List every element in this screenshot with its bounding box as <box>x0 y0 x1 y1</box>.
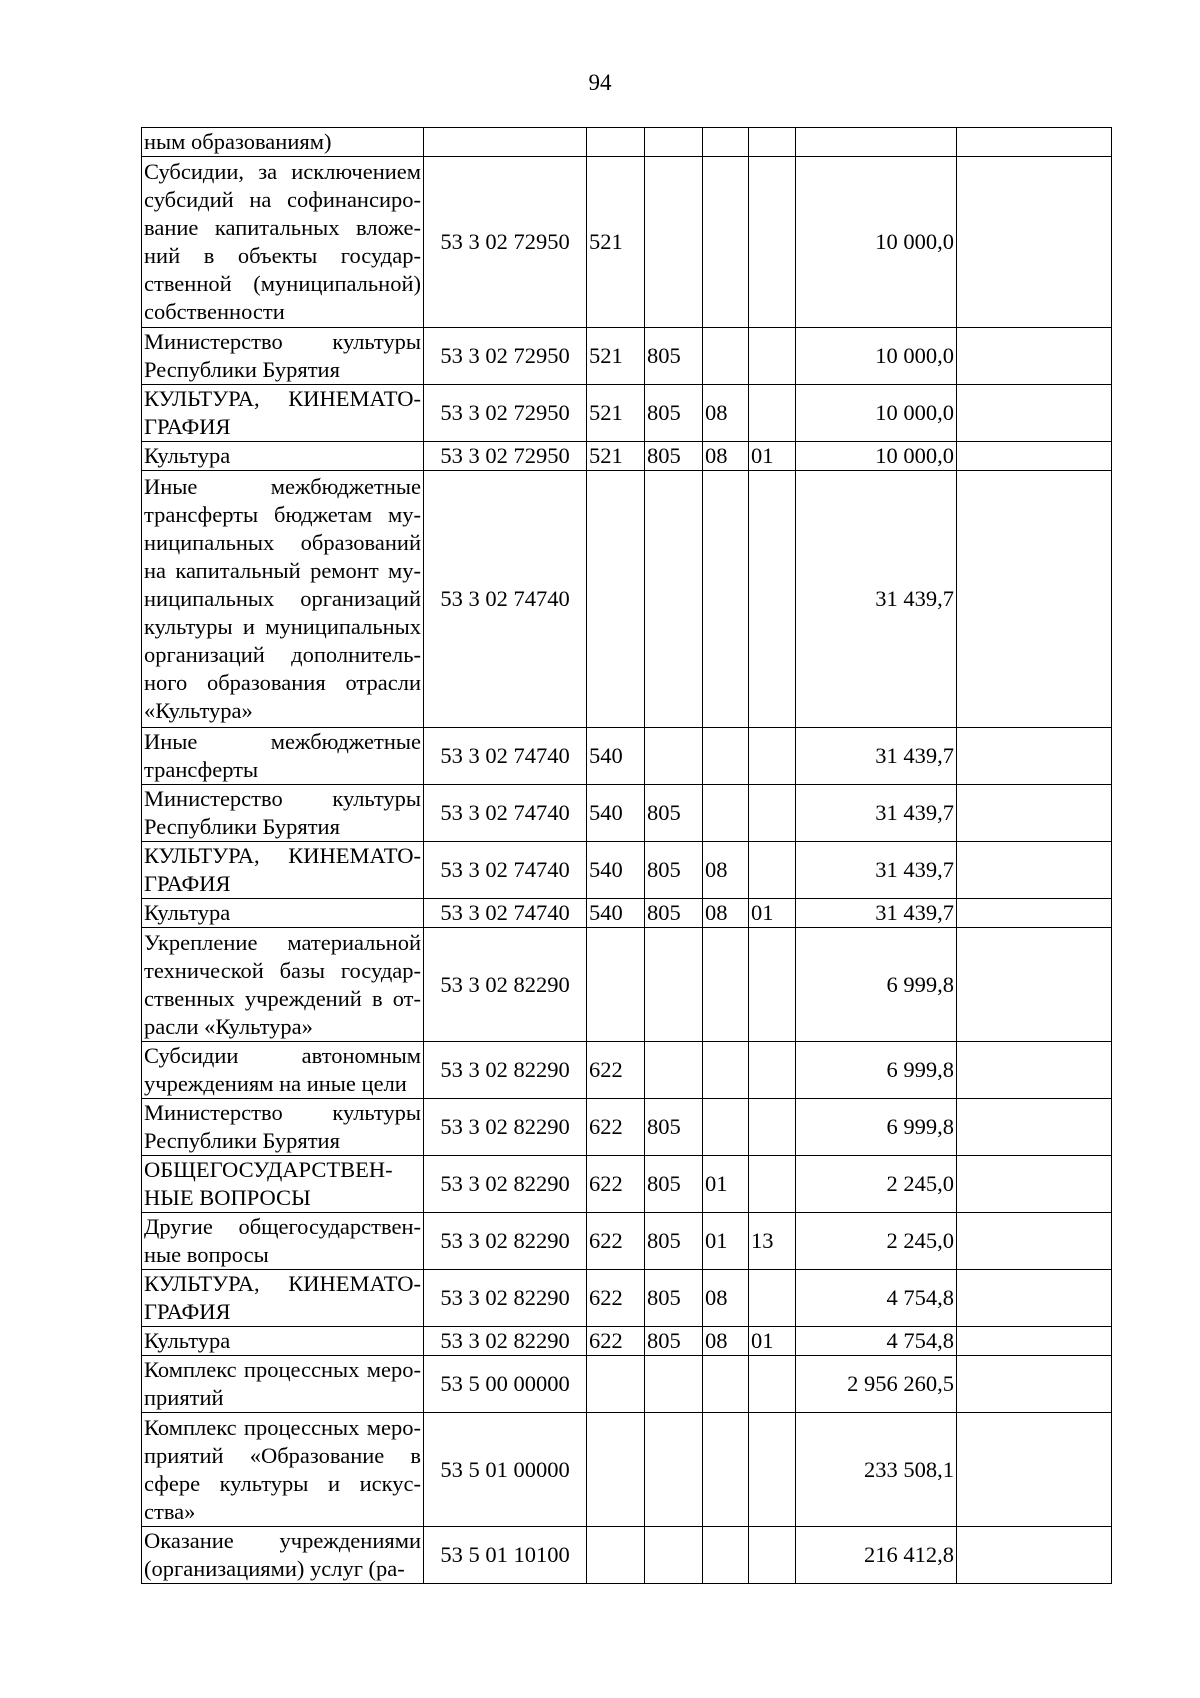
amount-value <box>796 128 957 157</box>
ministry-code: 805 <box>645 1270 703 1327</box>
section-code <box>703 471 749 728</box>
ministry-code <box>645 128 703 157</box>
amount-value: 2 245,0 <box>796 1213 957 1270</box>
expense-type-code: 540 <box>587 899 645 928</box>
table-row <box>142 385 1112 442</box>
table-row <box>142 785 1112 842</box>
table-row <box>142 1527 1112 1584</box>
amount-value: 31 439,7 <box>796 899 957 928</box>
subsection-code <box>749 1413 796 1527</box>
budget-table <box>141 127 1112 1584</box>
row-name: КУЛЬТУРА, КИНЕМАТО-ГРАФИЯ <box>142 1270 424 1327</box>
subsection-code <box>749 842 796 899</box>
blank-cell <box>957 899 1112 928</box>
amount-value: 10 000,0 <box>796 385 957 442</box>
ministry-code <box>645 728 703 785</box>
row-name: ОБЩЕГОСУДАРСТВЕН-НЫЕ ВОПРОСЫ <box>142 1156 424 1213</box>
subsection-code <box>749 385 796 442</box>
target-article-code: 53 5 01 10100 <box>424 1527 587 1584</box>
subsection-code <box>749 157 796 328</box>
target-article-code: 53 5 00 00000 <box>424 1356 587 1413</box>
target-article-code: 53 3 02 74740 <box>424 785 587 842</box>
section-code: 08 <box>703 842 749 899</box>
amount-value: 10 000,0 <box>796 442 957 471</box>
ministry-code: 805 <box>645 442 703 471</box>
blank-cell <box>957 1413 1112 1527</box>
expense-type-code: 540 <box>587 785 645 842</box>
ministry-code: 805 <box>645 328 703 385</box>
ministry-code <box>645 471 703 728</box>
expense-type-code: 622 <box>587 1099 645 1156</box>
amount-value: 216 412,8 <box>796 1527 957 1584</box>
row-name: Другие общегосударствен-ные вопросы <box>142 1213 424 1270</box>
section-code <box>703 1042 749 1099</box>
expense-type-code <box>587 471 645 728</box>
blank-cell <box>957 728 1112 785</box>
section-code <box>703 1527 749 1584</box>
section-code <box>703 785 749 842</box>
expense-type-code: 521 <box>587 442 645 471</box>
target-article-code: 53 3 02 82290 <box>424 1156 587 1213</box>
row-name: ным образованиям) <box>142 128 424 157</box>
expense-type-code <box>587 1413 645 1527</box>
subsection-code <box>749 928 796 1042</box>
ministry-code <box>645 1042 703 1099</box>
target-article-code: 53 3 02 82290 <box>424 1327 587 1356</box>
amount-value: 6 999,8 <box>796 928 957 1042</box>
row-name: КУЛЬТУРА, КИНЕМАТО-ГРАФИЯ <box>142 385 424 442</box>
blank-cell <box>957 785 1112 842</box>
subsection-code <box>749 1042 796 1099</box>
table-row <box>142 1213 1112 1270</box>
subsection-code <box>749 1156 796 1213</box>
expense-type-code <box>587 1356 645 1413</box>
section-code: 08 <box>703 899 749 928</box>
ministry-code: 805 <box>645 899 703 928</box>
subsection-code <box>749 1356 796 1413</box>
blank-cell <box>957 157 1112 328</box>
section-code: 01 <box>703 1156 749 1213</box>
table-row <box>142 1156 1112 1213</box>
subsection-code: 01 <box>749 442 796 471</box>
target-article-code: 53 3 02 72950 <box>424 157 587 328</box>
row-name: Комплекс процессных меро-приятий «Образование в сфере культуры и искус-ства» <box>142 1413 424 1527</box>
expense-type-code: 540 <box>587 842 645 899</box>
section-code: 08 <box>703 385 749 442</box>
ministry-code <box>645 157 703 328</box>
row-name: Иные межбюджетные трансферты <box>142 728 424 785</box>
target-article-code: 53 3 02 82290 <box>424 1042 587 1099</box>
subsection-code <box>749 785 796 842</box>
blank-cell <box>957 1042 1112 1099</box>
table-row <box>142 471 1112 728</box>
section-code: 08 <box>703 1270 749 1327</box>
row-name: Иные межбюджетные трансферты бюджетам му-ниципальных образований на капитальный ремонт му-ниципальных организаций культуры и муниципальных организаций дополнитель-ного образования отрасли «Культура» <box>142 471 424 728</box>
blank-cell <box>957 1099 1112 1156</box>
row-name: Культура <box>142 442 424 471</box>
blank-cell <box>957 385 1112 442</box>
subsection-code <box>749 1527 796 1584</box>
table-row <box>142 128 1112 157</box>
expense-type-code: 521 <box>587 157 645 328</box>
blank-cell <box>957 1156 1112 1213</box>
target-article-code: 53 3 02 74740 <box>424 842 587 899</box>
amount-value: 31 439,7 <box>796 842 957 899</box>
row-name: Субсидии, за исключением субсидий на софинансиро-вание капитальных вложе-ний в объекты государ-ственной (муниципальной) собственности <box>142 157 424 328</box>
table-row <box>142 442 1112 471</box>
target-article-code: 53 3 02 74740 <box>424 471 587 728</box>
row-name: Культура <box>142 899 424 928</box>
blank-cell <box>957 928 1112 1042</box>
table-row <box>142 728 1112 785</box>
blank-cell <box>957 842 1112 899</box>
section-code: 08 <box>703 1327 749 1356</box>
blank-cell <box>957 1270 1112 1327</box>
blank-cell <box>957 1356 1112 1413</box>
subsection-code <box>749 1099 796 1156</box>
expense-type-code: 540 <box>587 728 645 785</box>
amount-value: 31 439,7 <box>796 728 957 785</box>
amount-value: 4 754,8 <box>796 1327 957 1356</box>
ministry-code: 805 <box>645 385 703 442</box>
expense-type-code: 521 <box>587 328 645 385</box>
amount-value: 31 439,7 <box>796 471 957 728</box>
row-name: Оказание учреждениями (организациями) услуг (ра- <box>142 1527 424 1584</box>
expense-type-code: 622 <box>587 1327 645 1356</box>
section-code <box>703 328 749 385</box>
row-name: Субсидии автономным учреждениям на иные цели <box>142 1042 424 1099</box>
blank-cell <box>957 1527 1112 1584</box>
page-number: 94 <box>588 70 612 95</box>
section-code <box>703 1413 749 1527</box>
ministry-code: 805 <box>645 842 703 899</box>
table-row <box>142 928 1112 1042</box>
expense-type-code <box>587 1527 645 1584</box>
ministry-code <box>645 1527 703 1584</box>
target-article-code: 53 5 01 00000 <box>424 1413 587 1527</box>
table-row <box>142 899 1112 928</box>
ministry-code: 805 <box>645 1327 703 1356</box>
section-code: 08 <box>703 442 749 471</box>
ministry-code <box>645 1413 703 1527</box>
ministry-code <box>645 1356 703 1413</box>
ministry-code: 805 <box>645 1213 703 1270</box>
expense-type-code: 521 <box>587 385 645 442</box>
section-code <box>703 157 749 328</box>
target-article-code: 53 3 02 82290 <box>424 1270 587 1327</box>
expense-type-code <box>587 128 645 157</box>
blank-cell <box>957 1213 1112 1270</box>
row-name: Укрепление материальной технической базы государ-ственных учреждений в от-расли «Культура» <box>142 928 424 1042</box>
ministry-code <box>645 928 703 1042</box>
target-article-code: 53 3 02 72950 <box>424 328 587 385</box>
expense-type-code: 622 <box>587 1156 645 1213</box>
row-name: Министерство культуры Республики Бурятия <box>142 328 424 385</box>
expense-type-code: 622 <box>587 1042 645 1099</box>
table-row <box>142 328 1112 385</box>
amount-value: 4 754,8 <box>796 1270 957 1327</box>
expense-type-code: 622 <box>587 1270 645 1327</box>
section-code <box>703 728 749 785</box>
target-article-code: 53 3 02 82290 <box>424 1213 587 1270</box>
subsection-code <box>749 1270 796 1327</box>
subsection-code: 13 <box>749 1213 796 1270</box>
row-name: Комплекс процессных меро-приятий <box>142 1356 424 1413</box>
table-row <box>142 1327 1112 1356</box>
table-row <box>142 842 1112 899</box>
amount-value: 233 508,1 <box>796 1413 957 1527</box>
amount-value: 6 999,8 <box>796 1042 957 1099</box>
table-row <box>142 1042 1112 1099</box>
row-name: Культура <box>142 1327 424 1356</box>
section-code <box>703 1356 749 1413</box>
ministry-code: 805 <box>645 1099 703 1156</box>
subsection-code <box>749 128 796 157</box>
table-row <box>142 1356 1112 1413</box>
blank-cell <box>957 128 1112 157</box>
blank-cell <box>957 471 1112 728</box>
target-article-code: 53 3 02 72950 <box>424 442 587 471</box>
expense-type-code <box>587 928 645 1042</box>
section-code: 01 <box>703 1213 749 1270</box>
ministry-code: 805 <box>645 785 703 842</box>
row-name: Министерство культуры Республики Бурятия <box>142 1099 424 1156</box>
subsection-code <box>749 728 796 785</box>
table-row <box>142 1270 1112 1327</box>
blank-cell <box>957 442 1112 471</box>
blank-cell <box>957 328 1112 385</box>
target-article-code <box>424 128 587 157</box>
section-code <box>703 1099 749 1156</box>
table-row <box>142 1413 1112 1527</box>
subsection-code <box>749 328 796 385</box>
section-code <box>703 128 749 157</box>
target-article-code: 53 3 02 82290 <box>424 1099 587 1156</box>
target-article-code: 53 3 02 74740 <box>424 728 587 785</box>
row-name: Министерство культуры Республики Бурятия <box>142 785 424 842</box>
table-body <box>142 128 1112 1584</box>
target-article-code: 53 3 02 72950 <box>424 385 587 442</box>
row-name: КУЛЬТУРА, КИНЕМАТО-ГРАФИЯ <box>142 842 424 899</box>
subsection-code: 01 <box>749 899 796 928</box>
target-article-code: 53 3 02 74740 <box>424 899 587 928</box>
table-row <box>142 157 1112 328</box>
expense-type-code: 622 <box>587 1213 645 1270</box>
subsection-code <box>749 471 796 728</box>
amount-value: 31 439,7 <box>796 785 957 842</box>
amount-value: 2 245,0 <box>796 1156 957 1213</box>
amount-value: 10 000,0 <box>796 157 957 328</box>
amount-value: 2 956 260,5 <box>796 1356 957 1413</box>
blank-cell <box>957 1327 1112 1356</box>
subsection-code: 01 <box>749 1327 796 1356</box>
amount-value: 6 999,8 <box>796 1099 957 1156</box>
table-row <box>142 1099 1112 1156</box>
amount-value: 10 000,0 <box>796 328 957 385</box>
target-article-code: 53 3 02 82290 <box>424 928 587 1042</box>
section-code <box>703 928 749 1042</box>
ministry-code: 805 <box>645 1156 703 1213</box>
